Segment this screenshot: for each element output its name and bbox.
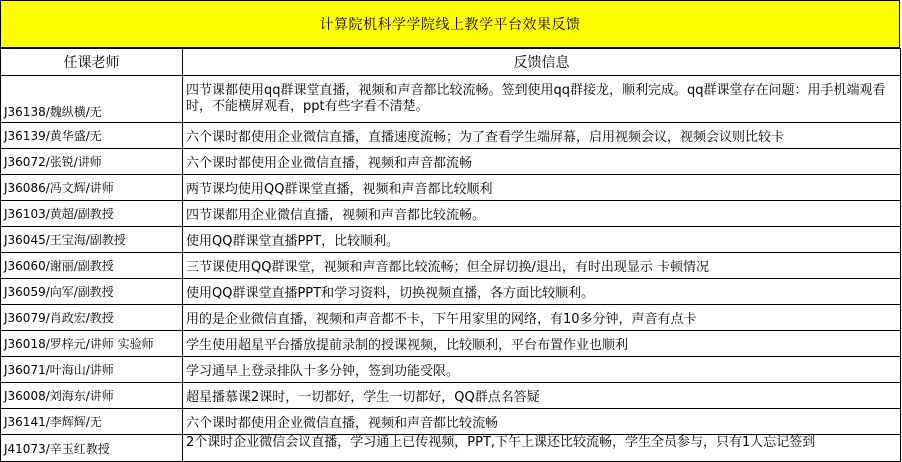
header-feedback[interactable]: 反馈信息 (183, 49, 901, 76)
table-row (1, 201, 901, 227)
feedback-cell[interactable]: 超星播慕课2课时，一切都好，学生一切都好，QQ群点名答疑 (183, 383, 901, 409)
teacher-cell[interactable]: J36060/谢丽/副教授 (1, 253, 183, 279)
teacher-cell[interactable]: J36072/张锐/讲师 (1, 149, 183, 175)
teacher-cell[interactable]: J36071/叶海山/讲师 (1, 357, 183, 383)
table-row (1, 123, 901, 149)
table-row (1, 175, 901, 201)
table-row (1, 435, 901, 462)
feedback-cell[interactable]: 使用QQ群课堂直播PPT和学习资料，切换视频直播，各方面比较顺利。 (183, 279, 901, 305)
teacher-cell[interactable]: J36103/黄超/副教授 (1, 201, 183, 227)
teacher-cell[interactable]: J36008/刘海东/讲师 (1, 383, 183, 409)
feedback-cell[interactable]: 六个课时都使用企业微信直播，视频和声音都流畅 (183, 149, 901, 175)
table-row (1, 279, 901, 305)
table-row (1, 409, 901, 435)
feedback-cell[interactable]: 学生使用超星平台播放提前录制的授课视频，比较顺利，平台布置作业也顺利 (183, 331, 901, 357)
feedback-cell[interactable]: 三节课使用QQ群课堂，视频和声音都比较流畅；但全屏切换/退出，有时出现显示 卡顿情况 (183, 253, 901, 279)
feedback-cell[interactable]: 2个课时企业微信会议直播，学习通上已传视频，PPT,下午上课还比较流畅，学生全员参与，只有1人忘记签到 (183, 435, 901, 462)
feedback-cell[interactable]: 使用QQ群课堂直播PPT，比较顺利。 (183, 227, 901, 253)
table-row (1, 149, 901, 175)
table-row (1, 76, 901, 123)
teacher-cell[interactable]: J36079/肖政宏/教授 (1, 305, 183, 331)
table-row (1, 227, 901, 253)
header-row (1, 49, 901, 76)
feedback-cell[interactable]: 学习通早上登录排队十多分钟，签到功能受限。 (183, 357, 901, 383)
feedback-table (0, 48, 901, 462)
teacher-cell[interactable]: J36059/向军/副教授 (1, 279, 183, 305)
table-row (1, 305, 901, 331)
teacher-cell[interactable]: J36139/黄华盛/无 (1, 123, 183, 149)
sheet-title[interactable]: 计算院机科学学院线上教学平台效果反馈 (0, 0, 900, 48)
table-row (1, 383, 901, 409)
feedback-cell[interactable]: 六个课时都使用企业微信直播，直播速度流畅；为了查看学生端屏幕，启用视频会议，视频会议则比较卡 (183, 123, 901, 149)
feedback-cell[interactable]: 两节课均使用QQ群课堂直播，视频和声音都比较顺利 (183, 175, 901, 201)
teacher-cell[interactable]: J36086/冯文辉/讲师 (1, 175, 183, 201)
table-row (1, 331, 901, 357)
teacher-cell[interactable]: J36018/罗梓元/讲师 实验师 (1, 331, 183, 357)
table-row (1, 357, 901, 383)
teacher-cell[interactable]: J36138/魏纵横/无 (1, 76, 183, 123)
header-teacher[interactable]: 任课老师 (1, 49, 183, 76)
teacher-cell[interactable]: J36141/李辉辉/无 (1, 409, 183, 435)
teacher-cell[interactable]: J36045/王宝海/副教授 (1, 227, 183, 253)
feedback-cell[interactable]: 四节课都使用qq群课堂直播，视频和声音都比较流畅。签到使用qq群接龙，顺利完成。qq群课堂存在问题：用手机端观看时，不能横屏观看，ppt有些字看不清楚。 (183, 76, 901, 123)
table-row (1, 253, 901, 279)
feedback-cell[interactable]: 六个课时都使用企业微信直播，视频和声音都比较流畅 (183, 409, 901, 435)
teacher-cell[interactable]: J41073/辛玉红教授 (1, 435, 183, 462)
feedback-cell[interactable]: 用的是企业微信直播，视频和声音都不卡，下午用家里的网络，有10多分钟，声音有点卡 (183, 305, 901, 331)
feedback-cell[interactable]: 四节课都用企业微信直播，视频和声音都比较流畅。 (183, 201, 901, 227)
